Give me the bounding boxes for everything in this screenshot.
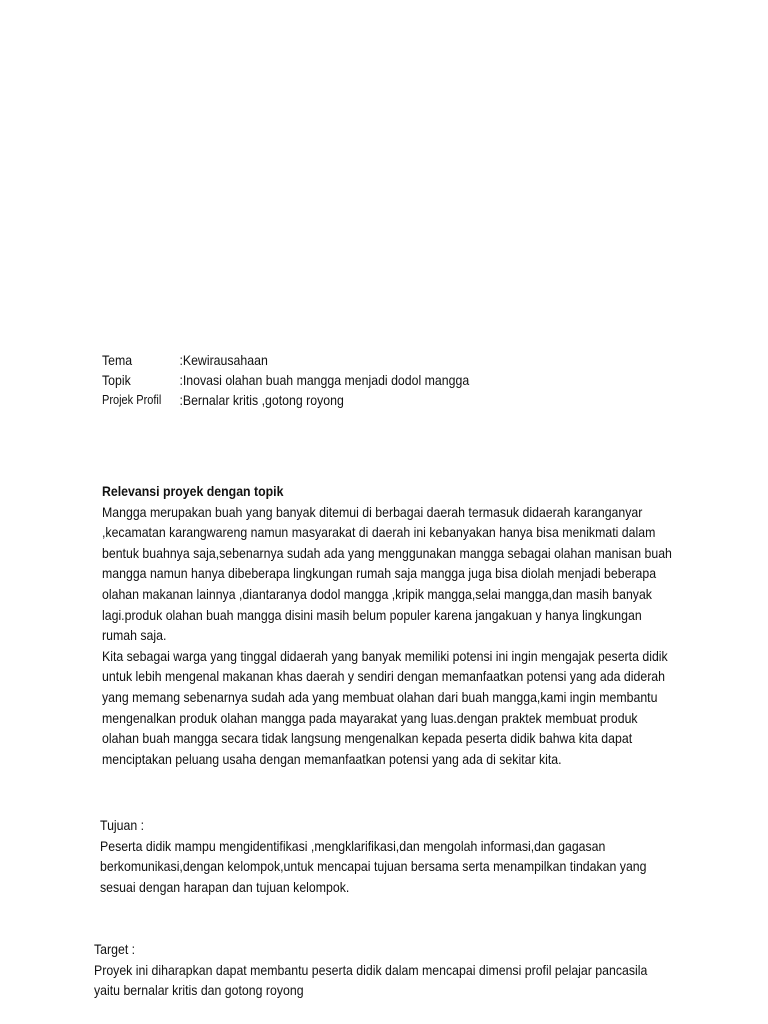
paragraph-line: mengenalkan produk olahan mangga pada mayarakat yang luas.dengan praktek membuat produk [102, 709, 638, 726]
paragraph-line: yaitu bernalar kritis dan gotong royong [94, 982, 304, 999]
meta-value: :Bernalar kritis ,gotong royong [179, 392, 344, 408]
paragraph-line: olahan makanan lainnya ,diantaranya dodol mangga ,kripik mangga,selai mangga,dan masih banyak [102, 585, 652, 602]
section-tujuan [100, 815, 721, 897]
paragraph-line: menciptakan peluang usaha dengan memanfaatkan potensi yang ada di sekitar kita. [102, 750, 562, 767]
paragraph-line: Proyek ini diharapkan dapat membantu peserta didik dalam mencapai dimensi profil pelajar pancasila [94, 961, 648, 978]
section-heading: Tujuan : [100, 817, 145, 833]
paragraph-line: lagi.produk olahan buah mangga disini masih belum populer karena jangakuan y hanya lingkungan [102, 606, 642, 623]
project-meta [102, 350, 519, 410]
paragraph-line: yang memang sebenarnya sudah ada yang membuat olahan dari buah mangga,kami ingin membantu [102, 688, 658, 705]
paragraph-line: Peserta didik mampu mengidentifikasi ,mengklarifikasi,dan mengolah informasi,dan gagasan [100, 837, 606, 854]
meta-value: :Inovasi olahan buah mangga menjadi dodol mangga [179, 372, 470, 388]
paragraph-line: bentuk buahnya saja,sebenarnya sudah ada yang menggunakan mangga sebagai olahan manisan buah [102, 544, 672, 561]
meta-key: Projek Profil [102, 393, 162, 407]
paragraph-line: ,kecamatan karangwareng namun masyarakat di daerah ini kebanyakan hanya bisa menikmati dalam [102, 524, 656, 541]
section-relevansi [102, 481, 750, 769]
section-target [94, 939, 723, 1001]
paragraph-line: olahan buah mangga secara tidak langsung mengenalkan kepada peserta didik bahwa kita dapat [102, 730, 633, 747]
paragraph-line: mangga namun hanya dibeberapa lingkungan rumah saja mangga juga bisa diolah menjadi beberapa [102, 565, 657, 582]
meta-value: :Kewirausahaan [179, 352, 268, 368]
paragraph-line: Kita sebagai warga yang tinggal didaerah yang banyak memiliki potensi ini ingin mengajak peserta didik [102, 647, 668, 664]
paragraph-line: berkomunikasi,dengan kelompok,untuk mencapai tujuan bersama serta menampilkan tindakan yang [100, 858, 647, 875]
paragraph-line: sesuai dengan harapan dan tujuan kelompok. [100, 878, 350, 895]
meta-key: Topik [102, 372, 131, 388]
meta-row-tema [102, 350, 469, 370]
paragraph-line: Mangga merupakan buah yang banyak ditemui di berbagai daerah termasuk didaerah karanganyar [102, 503, 643, 520]
paragraph-line: rumah saja. [102, 627, 167, 644]
meta-row-topik [102, 370, 469, 390]
paragraph-line: untuk lebih mengenal makanan khas daerah y sendiri dengan memanfaatkan potensi yang ada diderah [102, 668, 666, 685]
section-heading: Relevansi proyek dengan topik [102, 483, 284, 499]
section-heading: Target : [94, 941, 136, 957]
meta-key: Tema [102, 352, 133, 368]
meta-row-projek-profil [102, 390, 469, 410]
